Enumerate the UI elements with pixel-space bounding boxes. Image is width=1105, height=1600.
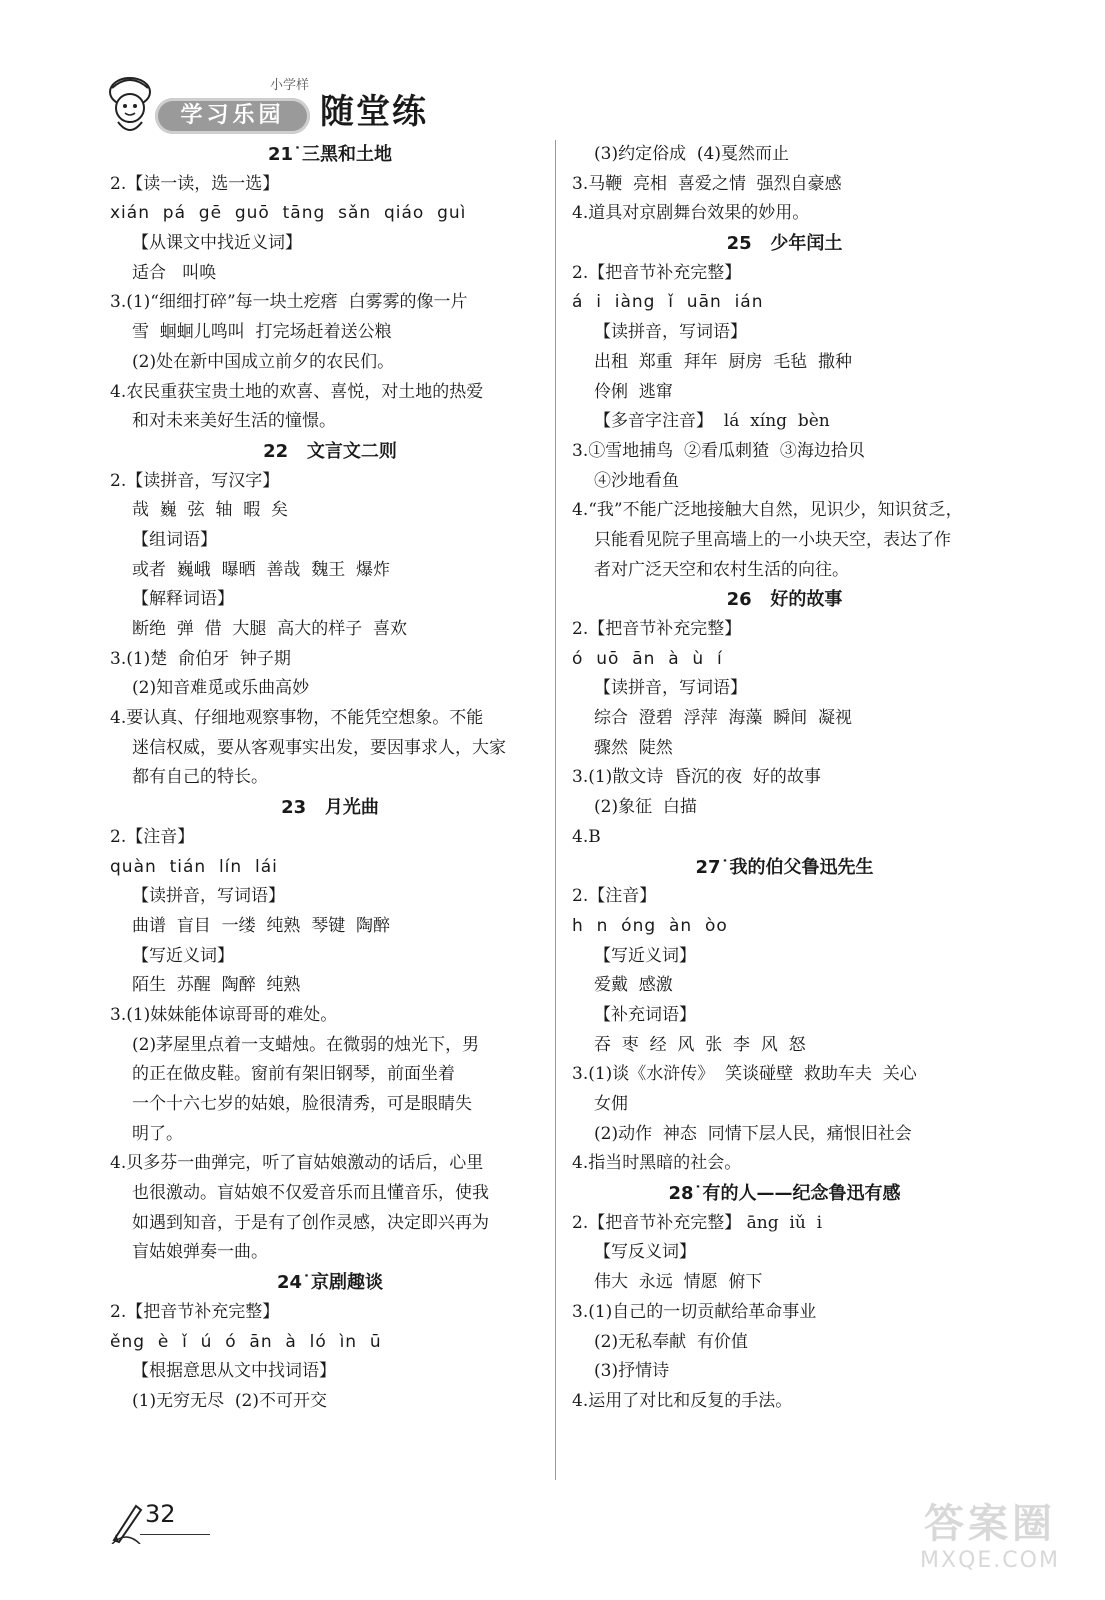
section-title: 25 少年闰土: [726, 233, 843, 255]
section-title: 23 月光曲: [281, 797, 379, 819]
answer-line: h n óng àn òo: [572, 915, 728, 936]
answer-line: 一个十六七岁的姑娘，脸很清秀，可是眼睛失: [132, 1094, 472, 1114]
answer-line: (3)抒情诗: [594, 1361, 670, 1382]
answer-line: xián pá gē guō tāng sǎn qiáo guì: [110, 203, 467, 224]
answer-line: 3.(1)散文诗 昏沉的夜 好的故事: [572, 767, 821, 788]
answer-line: 2.【读一读，选一选】: [110, 173, 280, 194]
answer-line: 【写近义词】: [132, 945, 234, 966]
section-title: 21˙三黑和土地: [267, 144, 393, 165]
answer-line: 【多音字注音】 lá xíng bèn: [594, 411, 830, 432]
answer-line: 4.贝多芬一曲弹完，听了盲姑娘激动的话后，心里: [110, 1153, 484, 1174]
answer-line: 者对广泛天空和农村生活的向往。: [594, 559, 849, 580]
section-title: 26 好的故事: [726, 589, 843, 611]
answer-line: 3.(1)楚 俞伯牙 钟子期: [110, 648, 291, 669]
watermark: [905, 1500, 1075, 1580]
brand-small-text: 小学样: [270, 78, 310, 93]
answer-line: 4.运用了对比和反复的手法。: [572, 1390, 793, 1411]
answer-line: 只能看见院子里高墙上的一小块天空，表达了作: [594, 529, 951, 550]
answer-line: 哉 巍 弦 轴 暇 矣: [132, 500, 289, 521]
answer-line: 如遇到知音，于是有了创作灵感，决定即兴再为: [132, 1212, 489, 1233]
answer-line: 断绝 弹 借 大腿 高大的样子 喜欢: [132, 619, 408, 639]
answer-line: 4.农民重获宝贵土地的欢喜、喜悦，对土地的热爱: [110, 381, 484, 402]
page-footer: [110, 1500, 230, 1550]
watermark-main: 答案圈: [924, 1501, 1056, 1547]
answer-line: 女佣: [594, 1094, 628, 1114]
answer-line: 适合 叫唤: [132, 262, 217, 283]
section-title: 22 文言文二则: [263, 440, 397, 462]
answer-line: 雪 蛔蛔儿鸣叫 打完场赶着送公粮: [132, 322, 392, 343]
answer-line: 3.(1)“细细打碎”每一块土疙瘩 白雾雾的像一片: [110, 292, 468, 313]
pencil-icon: [110, 1500, 144, 1544]
answer-line: 3.(1)自己的一切贡献给革命事业: [572, 1301, 817, 1322]
answer-line: (3)约定俗成 (4)戛然而止: [594, 144, 789, 164]
left-column: [110, 140, 550, 1417]
page-number: 32: [145, 1500, 176, 1528]
answer-line: 2.【把音节补充完整】 āng iǔ i: [572, 1212, 823, 1233]
answer-line: 2.【读拼音，写汉字】: [110, 470, 280, 491]
answer-line: 伶俐 逃窜: [594, 381, 673, 402]
answer-line: (2)无私奉献 有价值: [594, 1331, 748, 1352]
answer-line: ěng è ǐ ú ó ān à ló ìn ū: [110, 1331, 382, 1352]
answer-line: 曲谱 盲目 一缕 纯熟 琴键 陶醉: [132, 915, 391, 936]
footer-rule: [140, 1534, 210, 1535]
answer-line: (2)处在新中国成立前夕的农民们。: [132, 351, 395, 372]
answer-line: 【读拼音，写词语】: [594, 322, 747, 343]
answer-line: 和对未来美好生活的憧憬。: [132, 411, 336, 432]
answer-line: 或者 巍峨 曝晒 善哉 魏王 爆炸: [132, 559, 391, 580]
answer-line: (2)动作 神态 同情下层人民，痛恨旧社会: [594, 1123, 912, 1144]
answer-line: 3.(1)妹妹能体谅哥哥的难处。: [110, 1004, 338, 1025]
watermark-sub: MXQE.COM: [920, 1548, 1060, 1573]
brand-logo: 学习乐园: [155, 98, 310, 134]
answer-line: á i iàng ǐ uān ián: [572, 292, 764, 313]
answer-line: (2)茅屋里点着一支蜡烛。在微弱的烛光下，男: [132, 1034, 480, 1055]
answer-line: 的正在做皮鞋。窗前有架旧钢琴，前面坐着: [132, 1064, 455, 1085]
answer-line: 都有自己的特长。: [132, 767, 268, 788]
answer-line: 爱戴 感激: [594, 975, 673, 996]
answer-line: 3.①雪地捕鸟 ②看瓜刺猹 ③海边拾贝: [572, 440, 865, 461]
answer-line: 2.【把音节补充完整】: [572, 262, 742, 283]
answer-line: 【组词语】: [132, 529, 217, 550]
answer-line: 【从课文中找近义词】: [132, 233, 302, 254]
answer-line: (2)象征 白描: [594, 797, 697, 818]
right-column: [572, 140, 997, 1417]
answer-line: 4.道具对京剧舞台效果的妙用。: [572, 203, 810, 224]
answer-line: 【读拼音，写词语】: [594, 678, 747, 699]
header-title: 随堂练: [320, 92, 428, 132]
answer-line: 4.“我”不能广泛地接触大自然，见识少，知识贫乏，: [572, 500, 963, 521]
answer-line: 陌生 苏醒 陶醉 纯熟: [132, 975, 301, 996]
answer-line: 吞 枣 经 风 张 李 风 怒: [594, 1034, 806, 1055]
section-title: 28˙有的人——纪念鲁迅有感: [668, 1183, 901, 1205]
answer-line: ó uō ān à ù í: [572, 648, 723, 669]
section-title: 27˙我的伯父鲁迅先生: [695, 856, 874, 878]
answer-line: (1)无穷无尽 (2)不可开交: [132, 1390, 327, 1411]
column-divider: [555, 140, 556, 1480]
answer-line: 明了。: [132, 1123, 183, 1144]
page-header: [100, 70, 460, 140]
answer-line: 综合 澄碧 浮萍 海藻 瞬间 凝视: [594, 708, 853, 729]
answer-line: 迷信权威，要从客观事实出发，要因事求人，大家: [132, 737, 506, 758]
answer-line: 盲姑娘弹奏一曲。: [132, 1242, 268, 1263]
answer-line: 伟大 永远 情愿 俯下: [594, 1272, 763, 1293]
answer-line: 4.指当时黑暗的社会。: [572, 1153, 742, 1174]
answer-line: 出租 郑重 拜年 厨房 毛毡 撒种: [594, 351, 853, 372]
answer-line: 【写反义词】: [594, 1242, 696, 1263]
answer-line: 骤然 陡然: [594, 737, 673, 758]
answer-line: 2.【注音】: [110, 826, 195, 847]
section-title: 24˙京剧趣谈: [276, 1272, 384, 1294]
answer-line: 【补充词语】: [594, 1004, 696, 1025]
answer-line: 4.B: [572, 826, 601, 847]
answer-line: quàn tián lín lái: [110, 856, 278, 877]
answer-line: 2.【把音节补充完整】: [572, 619, 742, 639]
answer-line: 【读拼音，写词语】: [132, 886, 285, 907]
answer-line: 也很激动。盲姑娘不仅爱音乐而且懂音乐，使我: [132, 1183, 489, 1204]
answer-line: 2.【把音节补充完整】: [110, 1301, 280, 1322]
answer-line: 【根据意思从文中找词语】: [132, 1361, 336, 1382]
answer-line: 【写近义词】: [594, 945, 696, 966]
answer-line: 3.(1)谈《水浒传》 笑谈碰壁 救助车夫 关心: [572, 1064, 917, 1085]
answer-line: 2.【注音】: [572, 886, 657, 907]
answer-line: (2)知音难觅或乐曲高妙: [132, 678, 310, 699]
mascot-icon: [100, 70, 160, 140]
answer-line: 【解释词语】: [132, 589, 234, 610]
answer-line: 3.马鞭 亮相 喜爱之情 强烈自豪感: [572, 173, 842, 194]
answer-line: ④沙地看鱼: [594, 470, 679, 491]
answer-line: 4.要认真、仔细地观察事物，不能凭空想象。不能: [110, 708, 484, 729]
